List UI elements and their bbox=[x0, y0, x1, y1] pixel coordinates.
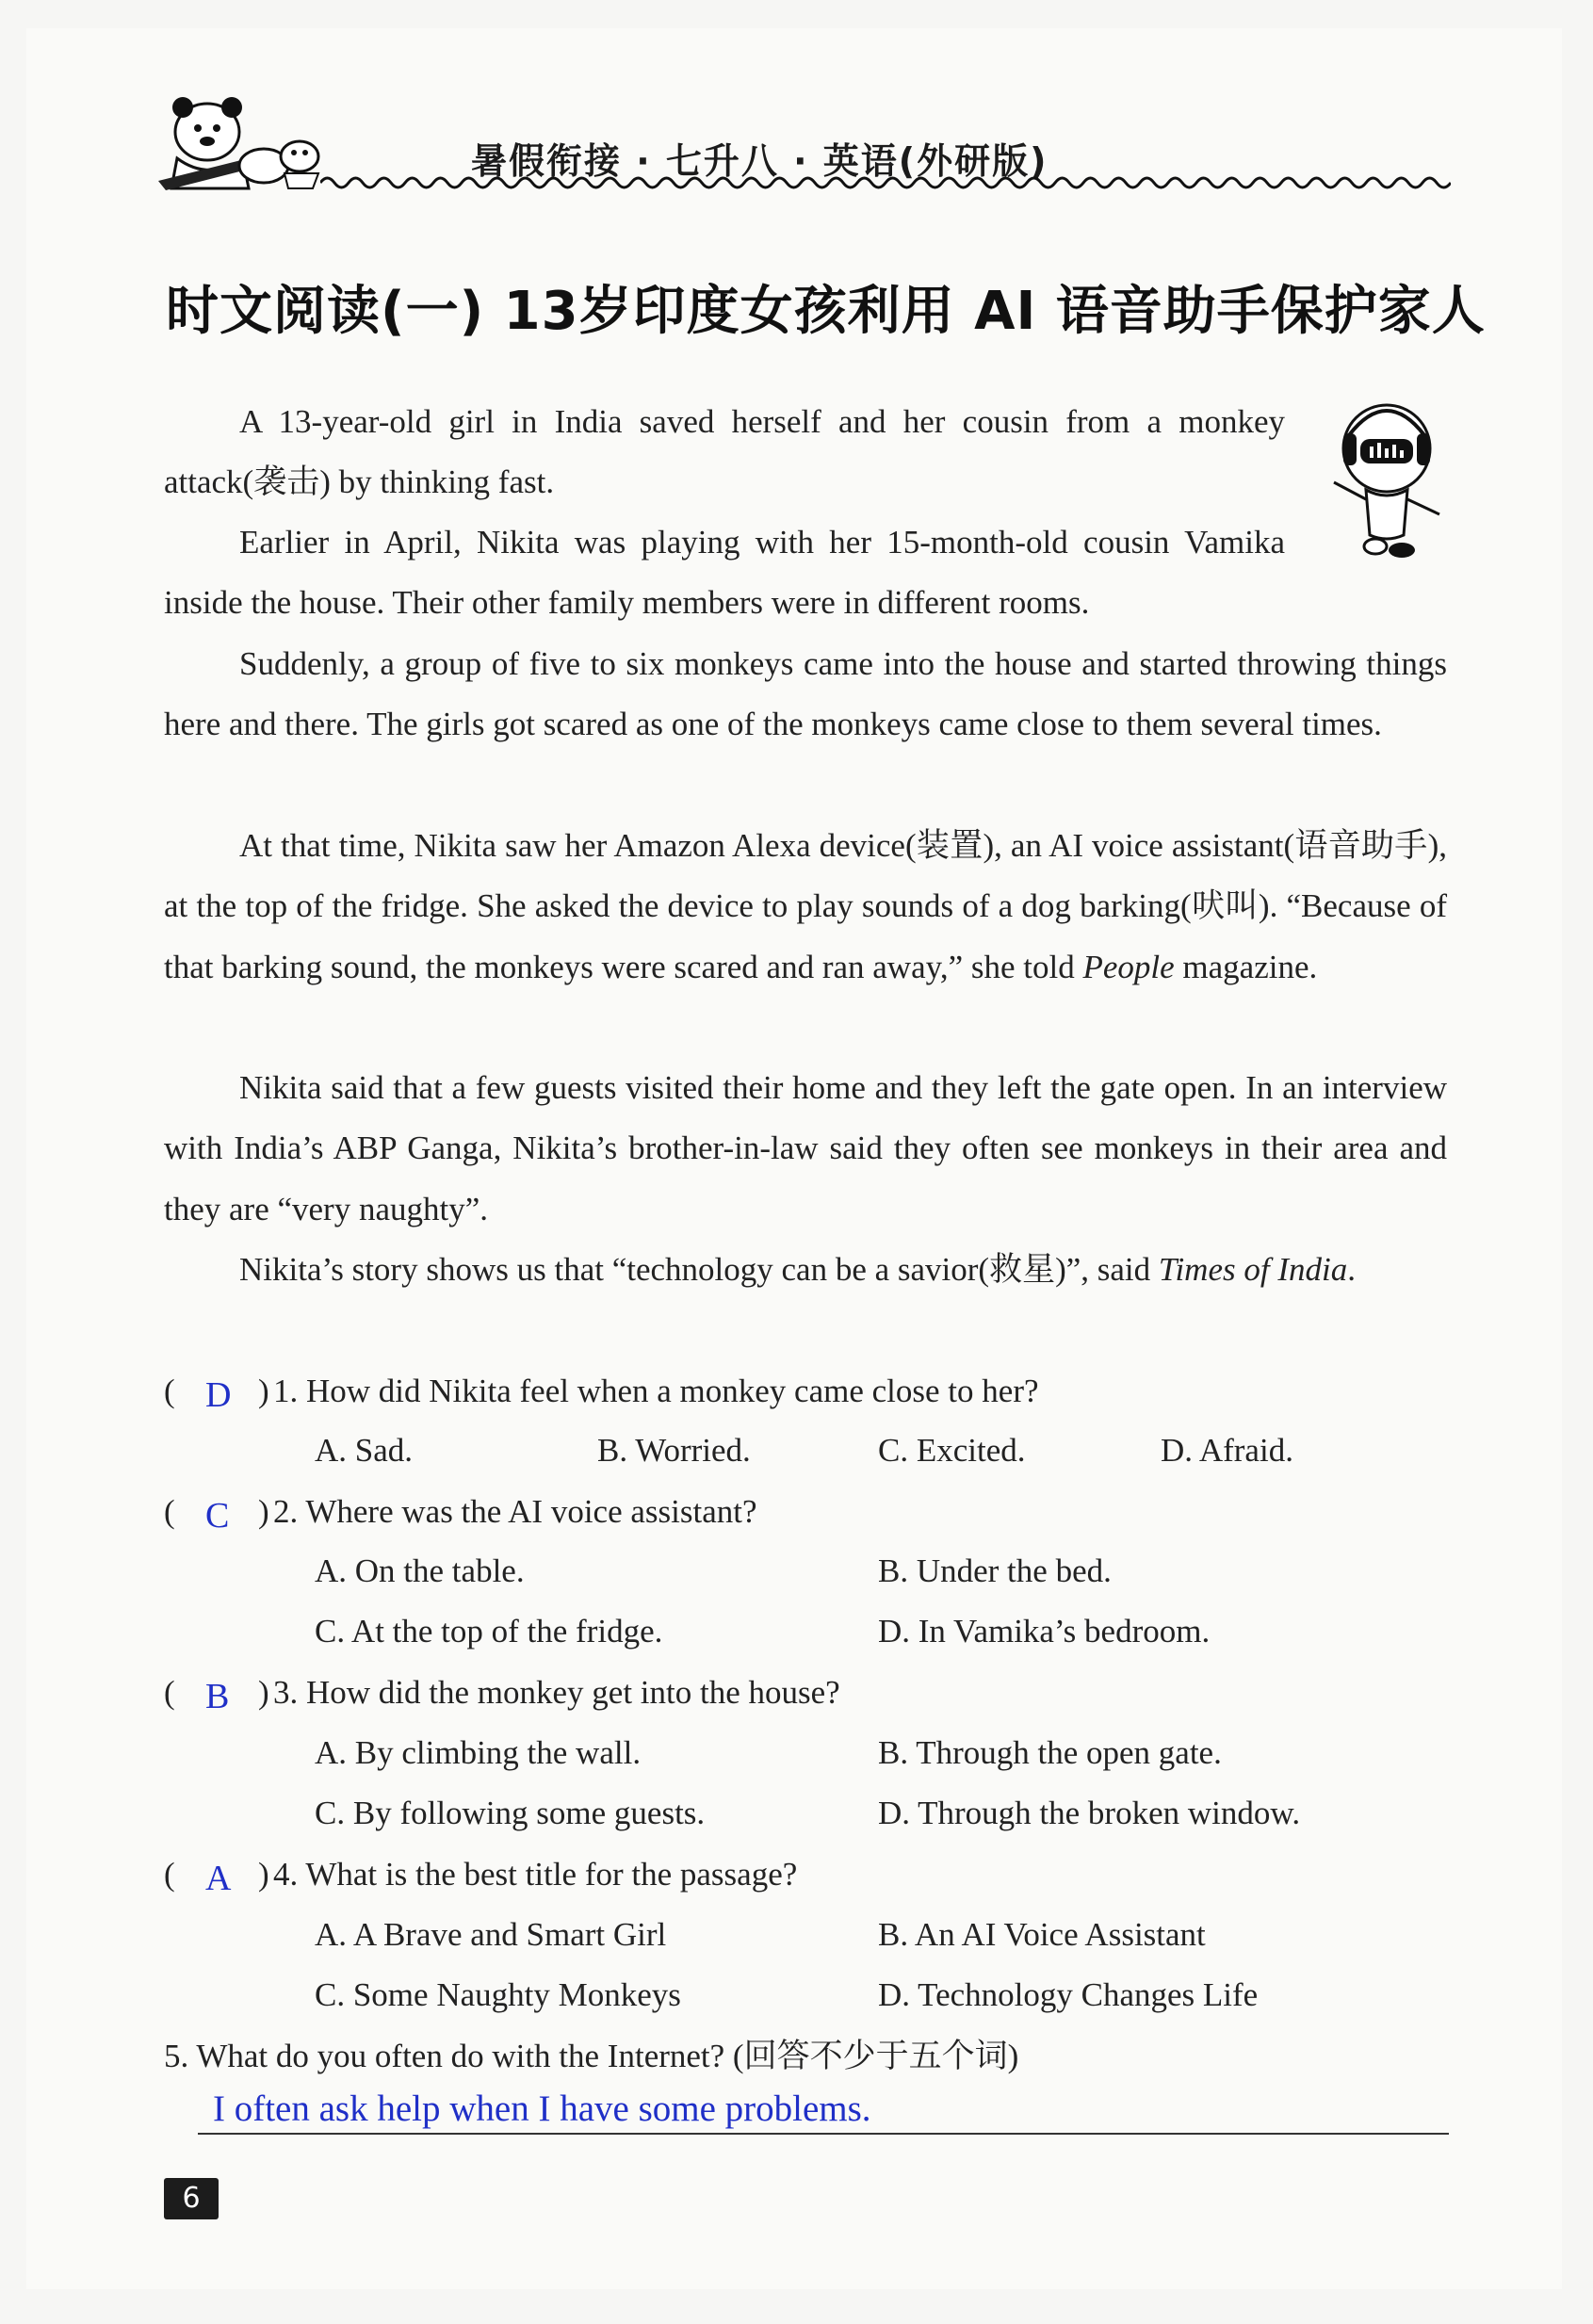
bear-guitar-mascot-icon bbox=[158, 90, 328, 196]
passage-paragraph-5: Nikita said that a few guests visited their home and they left the gate open. In an interview with India’s ABP Ganga, Nikita’s brother-in-law said they often see monkeys in their area and they are “very naughty”. bbox=[164, 1069, 1447, 1227]
question-3-option-b: B. Through the open gate. bbox=[878, 1734, 1222, 1771]
question-1-option-c: C. Excited. bbox=[878, 1432, 1026, 1469]
question-2-option-d: D. In Vamika’s bedroom. bbox=[878, 1613, 1211, 1650]
question-4-option-c: C. Some Naughty Monkeys bbox=[315, 1976, 681, 2013]
question-1-option-d: D. Afraid. bbox=[1161, 1432, 1293, 1469]
question-3-answer[interactable]: B bbox=[205, 1677, 230, 1716]
question-1-answer[interactable]: D bbox=[205, 1375, 232, 1415]
passage-paragraph-6: Nikita’s story shows us that “technology can be a savior(救星)”, said Times of India. bbox=[239, 1251, 1356, 1288]
question-1-option-a: A. Sad. bbox=[315, 1432, 414, 1469]
question-2-option-c: C. At the top of the fridge. bbox=[315, 1613, 663, 1650]
passage-paragraph-2: Earlier in April, Nikita was playing with her 15-month-old cousin Vamika inside the house. Their other family members were in different rooms. bbox=[164, 524, 1285, 622]
question-3-option-d: D. Through the broken window. bbox=[878, 1795, 1301, 1831]
question-5: 5. What do you often do with the Internet? (回答不少于五个词) bbox=[164, 2038, 1019, 2074]
question-4-option-b: B. An AI Voice Assistant bbox=[878, 1916, 1206, 1953]
question-5-answer[interactable]: I often ask help when I have some problems. bbox=[213, 2088, 871, 2129]
answer-underline bbox=[198, 2133, 1449, 2135]
passage-paragraph-1: A 13-year-old girl in India saved herself and her cousin from a monkey attack(袭击) by thinking fast. bbox=[164, 403, 1285, 501]
page-number: 6 bbox=[164, 2178, 219, 2219]
question-3-option-c: C. By following some guests. bbox=[315, 1795, 706, 1831]
passage-paragraph-4: At that time, Nikita saw her Amazon Alexa device(装置), an AI voice assistant(语音助手), at the top of the fridge. She asked the device to play sounds of a dog barking(吠叫). “Because of that barking sound, the monkeys were scared and ran away,” she told People magazine. bbox=[164, 827, 1447, 985]
question-2-answer[interactable]: C bbox=[205, 1496, 230, 1536]
robot-headphones-icon bbox=[1328, 396, 1446, 561]
question-4-option-d: D. Technology Changes Life bbox=[878, 1976, 1259, 2013]
question-2-option-b: B. Under the bed. bbox=[878, 1552, 1112, 1589]
book-header-title: 暑假衔接 · 七升八 · 英语(外研版) bbox=[471, 140, 1048, 182]
question-3-option-a: A. By climbing the wall. bbox=[315, 1734, 642, 1771]
question-4-answer[interactable]: A bbox=[205, 1859, 232, 1898]
section-title: 时文阅读(一) 13岁印度女孩利用 AI 语音助手保护家人 bbox=[166, 281, 1486, 342]
question-1-option-b: B. Worried. bbox=[597, 1432, 751, 1469]
question-4-option-a: A. A Brave and Smart Girl bbox=[315, 1916, 667, 1953]
question-2-option-a: A. On the table. bbox=[315, 1552, 525, 1589]
header-wave-divider bbox=[320, 173, 1451, 192]
passage-paragraph-3: Suddenly, a group of five to six monkeys came into the house and started throwing things here and there. The girls got scared as one of the monkeys came close to them several times. bbox=[164, 645, 1447, 743]
